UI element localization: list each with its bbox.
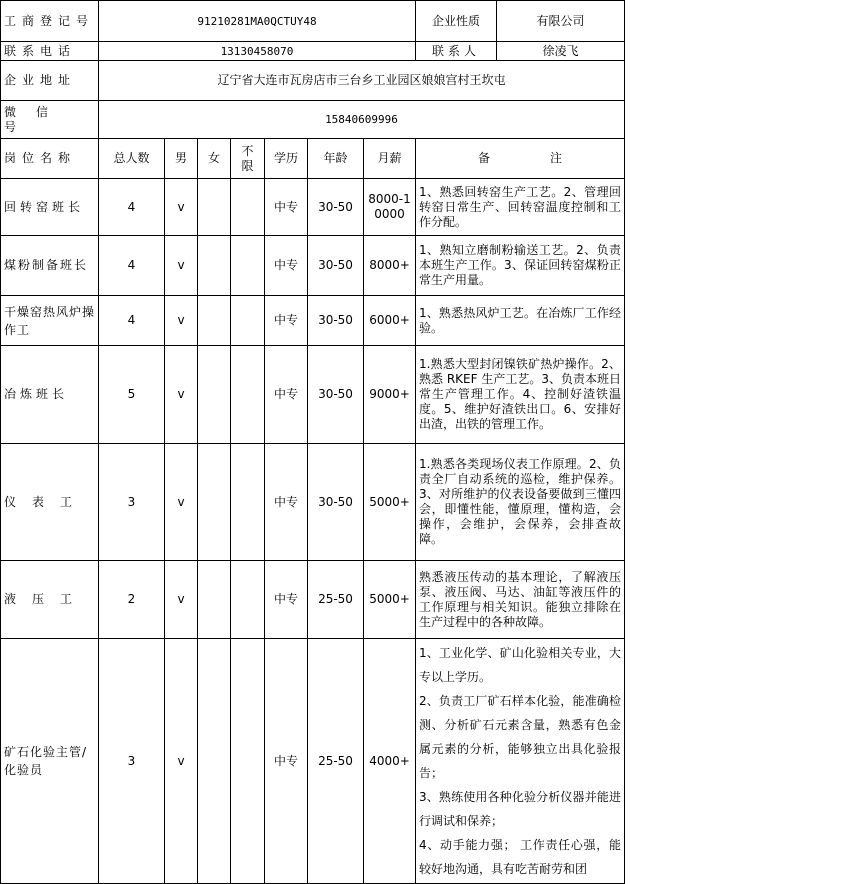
row-any (231, 444, 265, 561)
address-label: 企业地址 (1, 61, 99, 101)
row-position: 回转窑班长 (1, 179, 99, 236)
row-position: 冶炼班长 (1, 346, 99, 444)
wechat-label-cell (1, 101, 99, 139)
row-salary: 8000-10000 (364, 179, 416, 236)
address-value: 辽宁省大连市瓦房店市三台乡工业园区娘娘宫村王坎屯 (99, 61, 625, 101)
row-age: 25-50 (308, 561, 364, 639)
col-any-line2: 限 (241, 158, 254, 173)
row-salary: 9000+ (364, 346, 416, 444)
row-age: 25-50 (308, 639, 364, 884)
contact-cell (416, 42, 625, 61)
row-male: v (165, 444, 198, 561)
row-age: 30-50 (308, 296, 364, 346)
table-row (1, 346, 625, 444)
col-any (231, 139, 265, 179)
remarks-line: 4、动手能力强； 工作责任心强，能较好地沟通，具有吃苦耐劳和团 (419, 838, 621, 876)
row-education: 中专 (265, 236, 308, 296)
table-row (1, 561, 625, 639)
row-female (198, 179, 231, 236)
row-male: v (165, 346, 198, 444)
nature-cell (416, 1, 625, 42)
row-total: 2 (99, 561, 165, 639)
row-male: v (165, 639, 198, 884)
row-any (231, 296, 265, 346)
row-female (198, 346, 231, 444)
contact-label: 联系人 (416, 42, 497, 60)
row-female (198, 444, 231, 561)
row-salary: 5000+ (364, 444, 416, 561)
row-position: 干燥窑热风炉操作工 (1, 296, 99, 346)
phone-label: 联系电话 (1, 42, 99, 61)
row-any (231, 639, 265, 884)
row-total: 4 (99, 296, 165, 346)
row-education: 中专 (265, 179, 308, 236)
row-education: 中专 (265, 639, 308, 884)
row-salary: 5000+ (364, 561, 416, 639)
wechat-label: 微信号 (4, 104, 69, 134)
header-row-address (1, 61, 625, 101)
row-position: 液压工 (1, 561, 99, 639)
table-row (1, 179, 625, 236)
row-any (231, 561, 265, 639)
remarks-line: 2、负责工厂矿石样本化验，能准确检测、分析矿石元素含量，熟悉有色金属元素的分析，能够独立出具化验报告； (419, 694, 621, 780)
col-remarks-char1: 备 (477, 151, 490, 165)
row-age: 30-50 (308, 444, 364, 561)
row-remarks: 1、熟知立磨制粉输送工艺。2、负责本班生产工作。3、保证回转窑煤粉正常生产用量。 (416, 236, 625, 296)
row-age: 30-50 (308, 236, 364, 296)
row-position: 煤粉制备班长 (1, 236, 99, 296)
col-remarks-char2: 注 (550, 151, 563, 165)
row-any (231, 179, 265, 236)
row-total: 3 (99, 639, 165, 884)
row-any (231, 236, 265, 296)
row-salary: 4000+ (364, 639, 416, 884)
column-header-row (1, 139, 625, 179)
row-salary: 8000+ (364, 236, 416, 296)
row-remarks (416, 639, 625, 884)
col-total: 总人数 (99, 139, 165, 179)
row-remarks: 1.熟悉各类现场仪表工作原理。2、负责全厂自动系统的巡检，维护保养。3、对所维护的仪表设备要做到三懂四会，即懂性能，懂原理，懂构造，会操作，会维护，会保养，会排查故障。 (416, 444, 625, 561)
row-age: 30-50 (308, 179, 364, 236)
table-row (1, 296, 625, 346)
row-male: v (165, 179, 198, 236)
registration-label: 工商登记号 (1, 1, 99, 42)
row-education: 中专 (265, 444, 308, 561)
table-row (1, 639, 625, 884)
nature-value: 有限公司 (536, 13, 585, 28)
remarks-line: 3、熟练使用各种化验分析仪器并能进行调试和保养； (419, 790, 621, 828)
row-position: 仪表工 (1, 444, 99, 561)
row-total: 3 (99, 444, 165, 561)
row-remarks: 熟悉液压传动的基本理论，了解液压泵、液压阀、马达、油缸等液压件的工作原理与相关知识。能独立排除在生产过程中的各种故障。 (416, 561, 625, 639)
col-female: 女 (198, 139, 231, 179)
row-remarks: 1、熟悉热风炉工艺。在冶炼厂工作经验。 (416, 296, 625, 346)
row-female (198, 236, 231, 296)
row-position: 矿石化验主管/化验员 (1, 639, 99, 884)
phone-value: 13130458070 (99, 42, 416, 61)
row-total: 4 (99, 179, 165, 236)
header-row-registration (1, 1, 625, 42)
nature-label: 企业性质 (416, 1, 497, 41)
row-salary: 6000+ (364, 296, 416, 346)
row-education: 中专 (265, 561, 308, 639)
col-education: 学历 (265, 139, 308, 179)
row-remarks: 1、熟悉回转窑生产工艺。2、管理回转窑日常生产、回转窑温度控制和工作分配。 (416, 179, 625, 236)
header-row-wechat (1, 101, 625, 139)
header-row-phone (1, 42, 625, 61)
row-age: 30-50 (308, 346, 364, 444)
row-total: 5 (99, 346, 165, 444)
row-male: v (165, 236, 198, 296)
registration-value: 91210281MA0QCTUY48 (99, 1, 416, 42)
row-male: v (165, 296, 198, 346)
row-remarks: 1.熟悉大型封闭镍铁矿热炉操作。2、熟悉 RKEF 生产工艺。3、负责本班日常生产管理工作。4、控制好渣铁温度。5、维护好渣铁出口。6、安排好出渣，出铁的管理工作。 (416, 346, 625, 444)
col-any-line1: 不 (241, 143, 254, 158)
remarks-line: 1、工业化学、矿山化验相关专业，大专以上学历。 (419, 646, 621, 684)
col-male: 男 (165, 139, 198, 179)
row-female (198, 561, 231, 639)
col-salary: 月薪 (364, 139, 416, 179)
table-row (1, 444, 625, 561)
table-row (1, 236, 625, 296)
row-female (198, 296, 231, 346)
wechat-value: 15840609996 (99, 101, 625, 139)
row-education: 中专 (265, 346, 308, 444)
col-position: 岗位名称 (1, 139, 99, 179)
col-age: 年龄 (308, 139, 364, 179)
row-female (198, 639, 231, 884)
row-any (231, 346, 265, 444)
contact-value: 徐凌飞 (542, 43, 579, 58)
row-total: 4 (99, 236, 165, 296)
row-education: 中专 (265, 296, 308, 346)
col-remarks (416, 139, 625, 179)
row-male: v (165, 561, 198, 639)
